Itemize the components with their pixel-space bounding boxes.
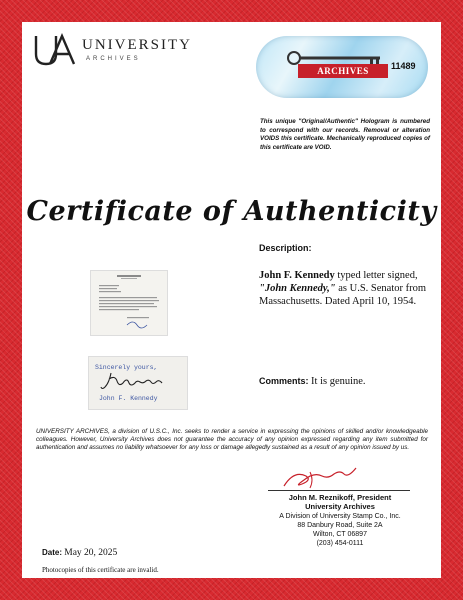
logo-wordmark: UNIVERSITY xyxy=(82,37,192,53)
logo-subtitle: ARCHIVES xyxy=(86,56,141,62)
letter-thumbnail xyxy=(90,270,168,336)
reznikoff-signature-image xyxy=(280,466,370,492)
description-text xyxy=(259,269,429,308)
signatory-name: John M. Reznikoff, President xyxy=(288,493,392,502)
date-value: May 20, 2025 xyxy=(64,548,118,558)
letter-closing: Sincerely yours, xyxy=(95,364,158,371)
letter-typed-name: John F. Kennedy xyxy=(99,395,158,402)
description-name: John F. Kennedy xyxy=(259,270,335,281)
date-label: Date: xyxy=(42,548,63,557)
certificate-title: Certificate of Authenticity xyxy=(26,196,437,227)
comments-label: Comments: xyxy=(259,376,309,386)
address-line-2: Wilton, CT 06897 xyxy=(313,531,367,539)
authenticity-hologram xyxy=(256,36,428,98)
photocopy-note: Photocopies of this certificate are invalid. xyxy=(42,566,159,574)
disclaimer-text: UNIVERSITY ARCHIVES, a division of U.S.C., Inc. seeks to render a service in expressing the opinions of skilled and/or knowledgeable colleagues. However, University Archives does not guarantee the accuracy of any opinion expressed regarding any item submitted for authentication and assumes no liability whatsoever for any loss or damage allegedly sustained as a result of any opinion issued by us. xyxy=(36,428,428,452)
signature-line xyxy=(268,490,410,491)
signatory-organization: University Archives xyxy=(305,502,375,512)
description-signed-as: "John Kennedy," xyxy=(259,283,336,294)
comments-line xyxy=(259,376,366,387)
hologram-serial-number: 11489 xyxy=(391,61,416,71)
ua-logo-mark-icon xyxy=(32,32,76,68)
description-part-2: as U.S. Senator from Massachusetts. Dated April 10, 1954. xyxy=(259,283,427,307)
letter-text-lines xyxy=(91,271,167,335)
hologram-note: This unique "Original/Authentic" Hologram is numbered to correspond with our records. Removal or alteration VOIDS this certificate. Mechanically reproduced copies of this certificate are VOID. xyxy=(260,118,430,151)
signatory-division: A Division of University Stamp Co., Inc. xyxy=(279,512,401,520)
signature-block xyxy=(270,493,410,549)
letter-signature-detail xyxy=(88,356,188,410)
description-part-1: typed letter signed, xyxy=(334,270,418,281)
comments-value: It is genuine. xyxy=(311,376,366,387)
address-line-1: 88 Danbury Road, Suite 2A xyxy=(297,521,383,529)
description-label: Description: xyxy=(259,243,312,253)
phone-number: (203) 454-0111 xyxy=(316,540,364,548)
hologram-banner: ARCHIVES xyxy=(298,64,388,78)
date-line xyxy=(42,548,117,558)
